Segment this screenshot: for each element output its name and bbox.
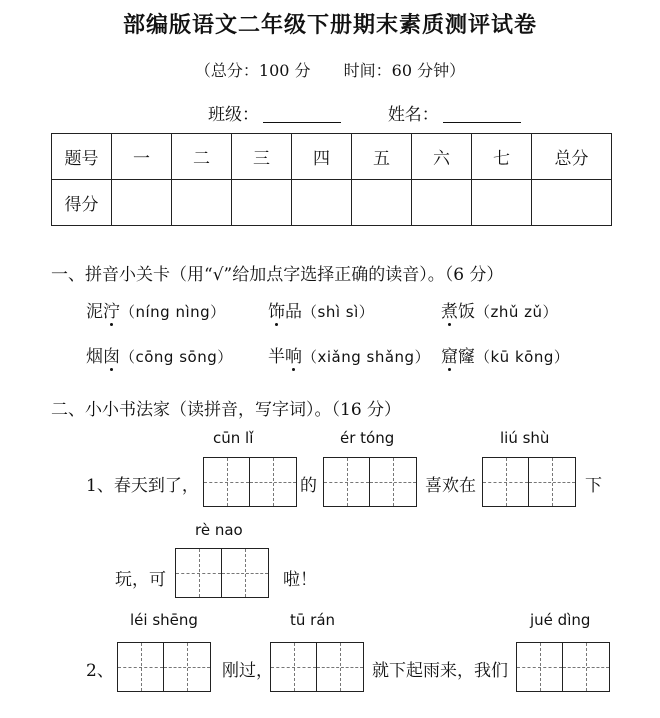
pinyin-item[interactable] [441,297,558,322]
score-cell[interactable] [412,180,472,226]
sentence-text: 刚过， [222,661,273,681]
section2-heading: 二、小小书法家（读拼音，写字词）。（16 分） [51,400,402,420]
sentence-text: 2、 [86,661,114,681]
pinyin-options: （zhǔ zǔ） [475,303,559,321]
pinyin-prompt: rè nao [195,521,243,539]
sentence-text: 下 [585,476,602,496]
item-char: 饭 [458,302,475,322]
section1-heading: 一、拼音小关卡（用“√”给加点字选择正确的读音）。（6 分） [51,265,504,285]
pinyin-item[interactable] [268,342,430,367]
header-cell: 二 [172,134,232,180]
writing-grid[interactable] [323,457,417,507]
header-cell: 五 [352,134,412,180]
item-char: 品 [285,302,302,322]
class-label: 班级： [208,105,259,125]
class-blank[interactable] [263,106,341,123]
time-text: 时间：60 分钟） [343,61,466,80]
score-cell[interactable] [532,180,612,226]
pinyin-item[interactable] [86,342,233,367]
score-table [51,133,612,226]
score-cell[interactable] [172,180,232,226]
score-cell[interactable] [112,180,172,226]
sentence-text: 玩，可 [115,570,166,590]
dotted-char: 泞 [103,297,120,322]
item-char: 半 [268,347,285,367]
pinyin-prompt: ér tóng [340,429,395,447]
pinyin-item[interactable] [441,342,569,367]
writing-grid[interactable] [117,642,211,692]
header-cell: 七 [472,134,532,180]
dotted-char: 囱 [103,342,120,367]
pinyin-item[interactable] [268,297,374,322]
student-info-row [208,100,521,125]
pinyin-prompt: cūn lǐ [213,429,254,447]
score-row-label: 得分 [52,180,112,226]
pinyin-prompt: léi shēng [130,611,198,629]
header-cell: 三 [232,134,292,180]
exam-title: 部编版语文二年级下册期末素质测评试卷 [122,13,537,38]
pinyin-item[interactable] [86,297,226,322]
score-cell[interactable] [232,180,292,226]
item-char: 窿 [458,347,475,367]
dotted-char: 响 [285,342,302,367]
score-table-score-row [52,180,612,226]
pinyin-prompt: jué dìng [530,611,591,629]
dotted-char: 饰 [268,297,285,322]
score-table-header-row [52,134,612,180]
dotted-char: 煮 [441,297,458,322]
header-cell: 四 [292,134,352,180]
item-char: 烟 [86,347,103,367]
sentence-text: 喜欢在 [425,476,476,496]
writing-grid[interactable] [203,457,297,507]
writing-grid[interactable] [516,642,610,692]
sentence-text: 的 [300,476,317,496]
header-cell: 题号 [52,134,112,180]
exam-subtitle [0,58,660,81]
writing-grid[interactable] [270,642,364,692]
header-cell: 六 [412,134,472,180]
total-score-text: （总分：100 分 [194,61,311,80]
pinyin-options: （shì sì） [302,303,375,321]
item-char: 泥 [86,302,103,322]
score-cell[interactable] [472,180,532,226]
name-blank[interactable] [443,106,521,123]
dotted-char: 窟 [441,342,458,367]
pinyin-prompt: tū rán [290,611,336,629]
header-cell: 总分 [532,134,612,180]
sentence-text: 啦！ [283,570,317,590]
score-cell[interactable] [352,180,412,226]
sentence-text: 1、春天到了， [86,476,199,496]
header-cell: 一 [112,134,172,180]
writing-grid[interactable] [482,457,576,507]
pinyin-options: （kū kōng） [475,348,570,366]
pinyin-options: （cōng sōng） [120,348,233,366]
score-cell[interactable] [292,180,352,226]
name-label: 姓名： [387,105,439,125]
pinyin-prompt: liú shù [500,429,550,447]
pinyin-options: （xiǎng shǎng） [302,348,431,366]
pinyin-options: （níng nìng） [120,303,226,321]
writing-grid[interactable] [175,548,269,598]
sentence-text: 就下起雨来，我们 [372,661,508,681]
